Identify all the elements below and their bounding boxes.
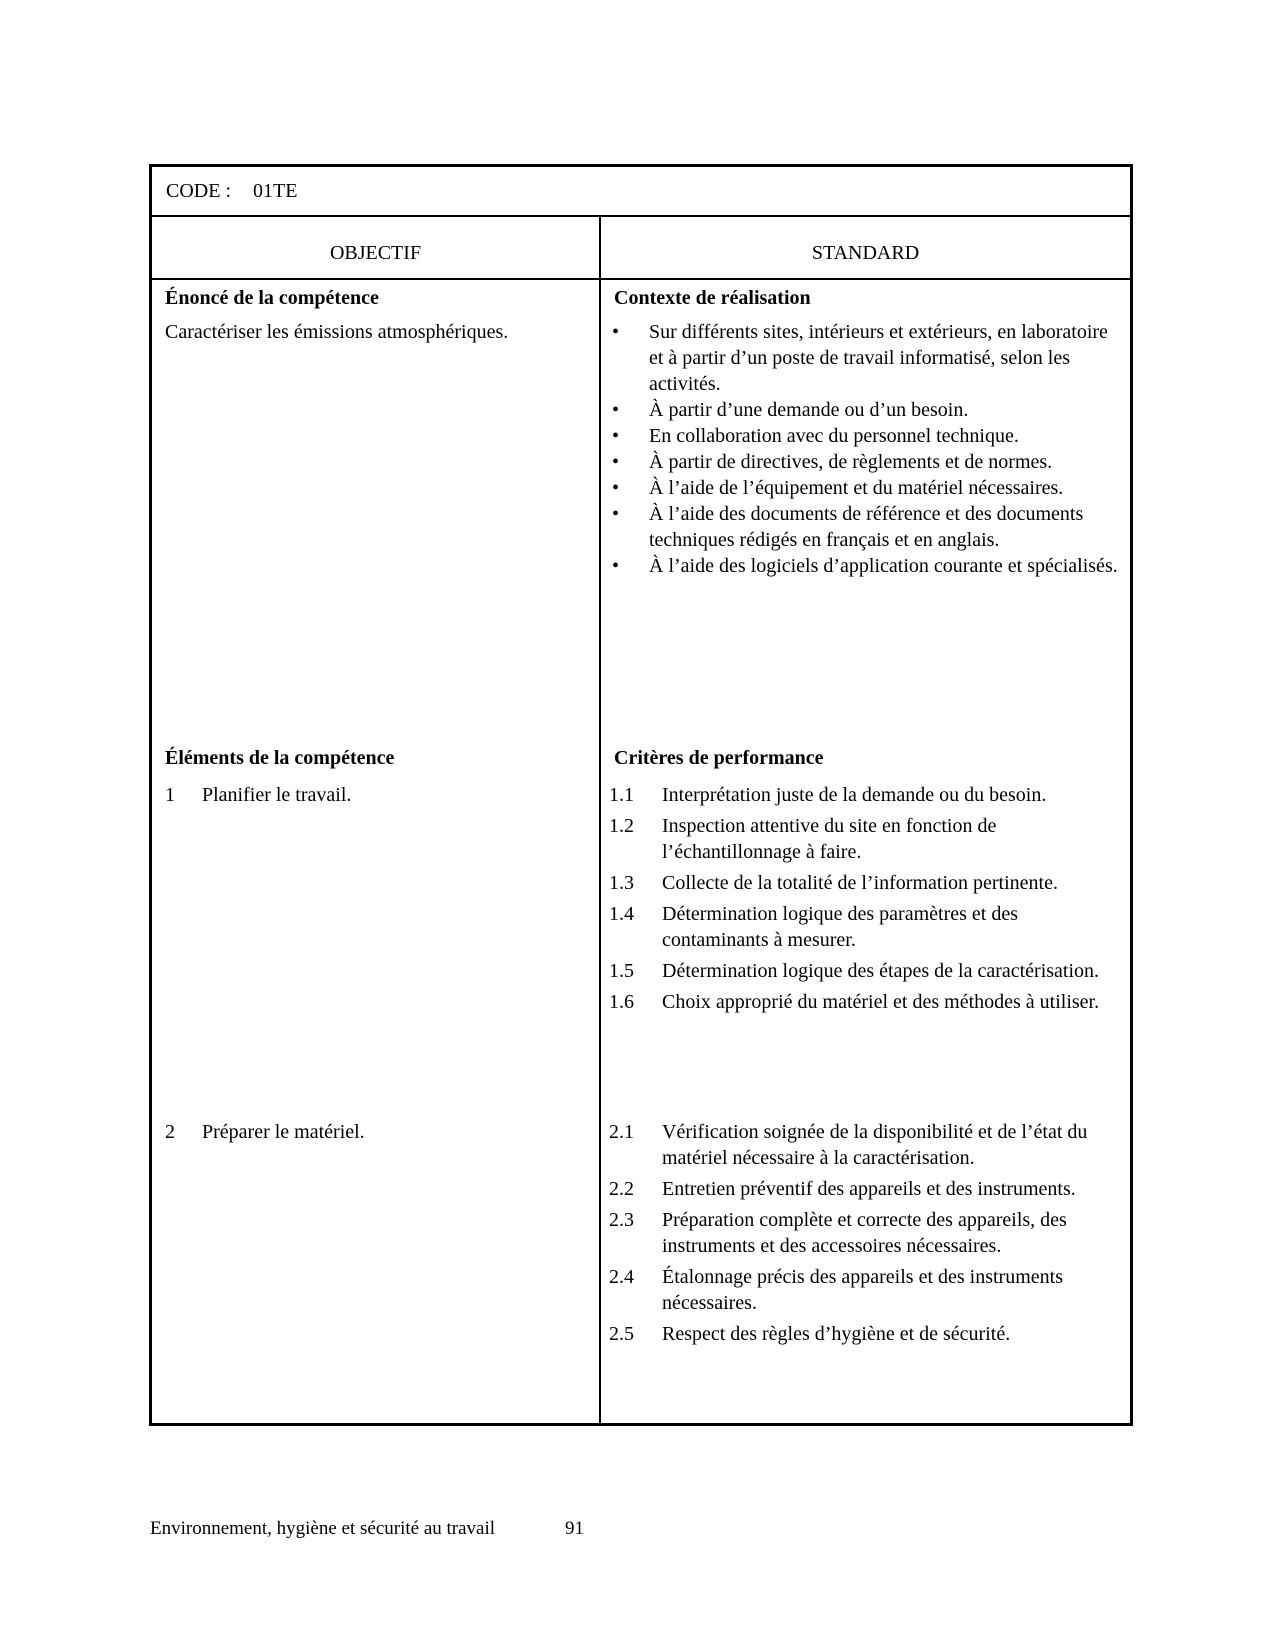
- bullet-item: [601, 423, 1120, 449]
- footer-title: Environnement, hygiène et sécurité au travail: [150, 1518, 496, 1539]
- bullet-item: [601, 501, 1120, 553]
- criteres-heading: Critères de performance: [614, 747, 824, 769]
- code-value: 01TE: [253, 180, 298, 202]
- bullet-item: [601, 449, 1120, 475]
- critere-number: 1.3: [609, 872, 634, 894]
- critere-number: 2.4: [609, 1266, 634, 1288]
- bullet-marker: •: [612, 555, 620, 577]
- critere-text: Choix approprié du matériel et des méthodes à utiliser.: [662, 991, 1100, 1013]
- element-number: 2: [165, 1121, 175, 1143]
- critere-item: [601, 958, 1124, 984]
- elements-block: [165, 745, 591, 808]
- critere-number: 1.6: [609, 991, 634, 1013]
- critere-number: 1.4: [609, 903, 634, 925]
- critere-item: [601, 870, 1124, 896]
- elements-heading: Éléments de la compétence: [165, 747, 395, 769]
- enonce-text: Caractériser les émissions atmosphériques.: [165, 321, 509, 343]
- bullet-item: [601, 475, 1120, 501]
- critere-text: Préparation complète et correcte des appareils, des instruments et des accessoires nécessaires.: [662, 1209, 1067, 1257]
- criteres-group-1: [601, 782, 1124, 1015]
- critere-item: [601, 1207, 1124, 1259]
- column-header-standard: STANDARD: [599, 217, 1130, 278]
- objectif-cell: [152, 280, 599, 1423]
- standard-cell: [599, 280, 1130, 1423]
- critere-number: 1.1: [609, 784, 634, 806]
- critere-text: Collecte de la totalité de l’information pertinente.: [662, 872, 1058, 894]
- critere-item: [601, 901, 1124, 953]
- critere-text: Étalonnage précis des appareils et des instruments nécessaires.: [662, 1266, 1063, 1314]
- critere-number: 2.2: [609, 1178, 634, 1200]
- page-footer: [0, 1516, 1275, 1546]
- bullet-text: À partir de directives, de règlements et de normes.: [649, 451, 1053, 473]
- element-text: Planifier le travail.: [202, 784, 352, 806]
- bullet-item: [601, 397, 1120, 423]
- critere-item: [601, 1264, 1124, 1316]
- critere-item: [601, 782, 1124, 808]
- bullet-text: À l’aide des logiciels d’application courante et spécialisés.: [649, 555, 1118, 577]
- code-row: [152, 167, 1130, 217]
- contexte-bullet-list: [601, 319, 1120, 579]
- bullet-text: Sur différents sites, intérieurs et extérieurs, en laboratoire et à partir d’un poste de travail informatisé, selon les activités.: [649, 321, 1108, 395]
- critere-item: [601, 1176, 1124, 1202]
- bullet-marker: •: [612, 321, 620, 343]
- bullet-marker: •: [612, 425, 620, 447]
- bullet-text: À partir d’une demande ou d’un besoin.: [649, 399, 969, 421]
- code-label: CODE :: [166, 180, 231, 202]
- critere-text: Respect des règles d’hygiène et de sécurité.: [662, 1323, 1011, 1345]
- contexte-block: [601, 285, 1120, 579]
- critere-text: Détermination logique des étapes de la caractérisation.: [662, 960, 1100, 982]
- critere-item: [601, 1119, 1124, 1171]
- bullet-marker: •: [612, 477, 620, 499]
- critere-text: Détermination logique des paramètres et des contaminants à mesurer.: [662, 903, 1018, 951]
- page-number: 91: [565, 1518, 584, 1539]
- critere-text: Vérification soignée de la disponibilité et de l’état du matériel nécessaire à la caractérisation.: [662, 1121, 1088, 1169]
- bullet-item: [601, 553, 1120, 579]
- bullet-marker: •: [612, 451, 620, 473]
- bullet-text: En collaboration avec du personnel technique.: [649, 425, 1019, 447]
- bullet-text: À l’aide de l’équipement et du matériel nécessaires.: [649, 477, 1064, 499]
- critere-text: Interprétation juste de la demande ou du besoin.: [662, 784, 1047, 806]
- enonce-block: [165, 285, 591, 345]
- element-item: [165, 782, 591, 808]
- column-headers-row: [152, 217, 1130, 280]
- contexte-heading: Contexte de réalisation: [614, 287, 811, 309]
- criteres-block: [601, 745, 1124, 1015]
- critere-item: [601, 1321, 1124, 1347]
- table-body-row: [152, 280, 1130, 1423]
- bullet-marker: •: [612, 399, 620, 421]
- bullet-marker: •: [612, 503, 620, 525]
- critere-number: 2.5: [609, 1323, 634, 1345]
- competency-table: [149, 164, 1133, 1426]
- critere-number: 2.3: [609, 1209, 634, 1231]
- criteres-group-2: [601, 1119, 1124, 1347]
- element-number: 1: [165, 784, 175, 806]
- element-text: Préparer le matériel.: [202, 1121, 365, 1143]
- critere-item: [601, 813, 1124, 865]
- column-header-objectif: OBJECTIF: [329, 241, 422, 264]
- critere-number: 1.2: [609, 815, 634, 837]
- bullet-text: À l’aide des documents de référence et des documents techniques rédigés en français et en anglais.: [649, 503, 1084, 551]
- enonce-heading: Énoncé de la compétence: [165, 287, 379, 309]
- critere-item: [601, 989, 1124, 1015]
- critere-number: 2.1: [609, 1121, 634, 1143]
- critere-number: 1.5: [609, 960, 634, 982]
- critere-text: Inspection attentive du site en fonction de l’échantillonnage à faire.: [662, 815, 997, 863]
- element-item: [165, 1119, 591, 1145]
- bullet-item: [601, 319, 1120, 397]
- critere-text: Entretien préventif des appareils et des instruments.: [662, 1178, 1076, 1200]
